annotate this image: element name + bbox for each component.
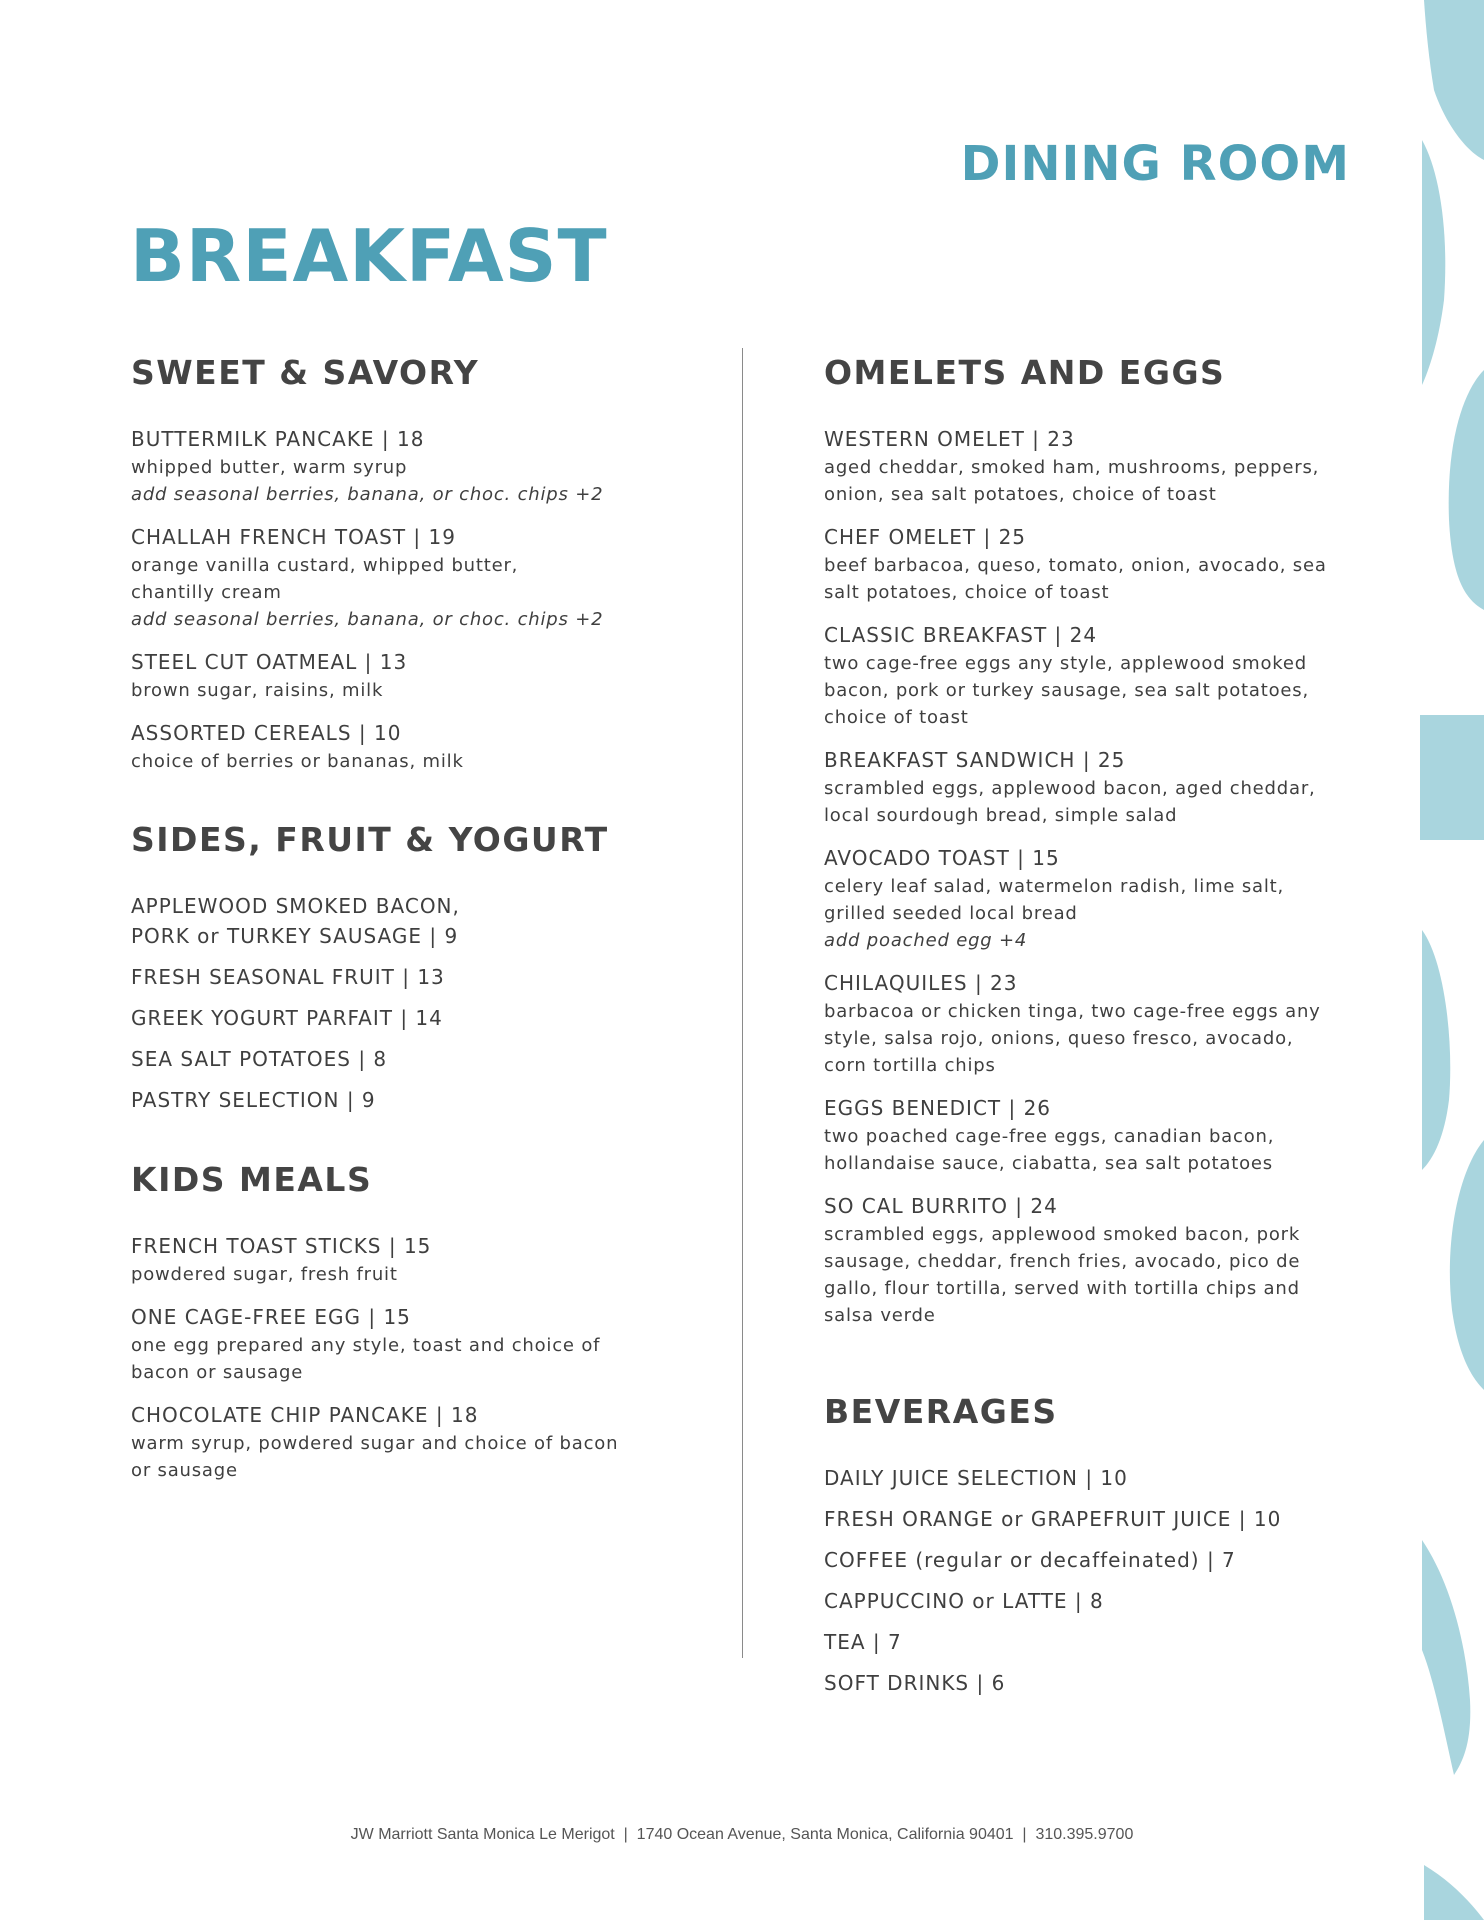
section-title: SIDES, FRUIT & YOGURT xyxy=(131,820,609,859)
right-column xyxy=(824,350,1344,1709)
menu-item-name: SO CAL BURRITO | 24 xyxy=(824,1194,1058,1218)
menu-item-list xyxy=(131,891,651,1115)
section-beverages xyxy=(824,1389,1344,1698)
menu-item xyxy=(131,424,651,508)
menu-item-description: celery leaf salad, watermelon radish, lime salt, grilled seeded local bread xyxy=(824,876,1285,924)
menu-item-description: brown sugar, raisins, milk xyxy=(131,680,384,701)
menu-item xyxy=(824,620,1344,731)
menu-item-name: CHEF OMELET | 25 xyxy=(824,525,1027,549)
menu-item: APPLEWOOD SMOKED BACON, PORK or TURKEY SAUSAGE | 9 xyxy=(131,894,460,948)
menu-item-description: warm syrup, powdered sugar and choice of bacon or sausage xyxy=(131,1433,619,1481)
menu-item-name: CLASSIC BREAKFAST | 24 xyxy=(824,623,1098,647)
section-sides xyxy=(131,817,651,1115)
menu-item-name: WESTERN OMELET | 23 xyxy=(824,427,1075,451)
section-sweet-savory xyxy=(131,350,651,775)
menu-item: DAILY JUICE SELECTION | 10 xyxy=(824,1466,1128,1490)
section-title: BEVERAGES xyxy=(824,1392,1058,1431)
menu-item-description: choice of berries or bananas, milk xyxy=(131,751,464,772)
menu-item-description: scrambled eggs, applewood bacon, aged cheddar, local sourdough bread, simple salad xyxy=(824,778,1316,826)
menu-item-name: STEEL CUT OATMEAL | 13 xyxy=(131,650,408,674)
menu-item-name: ONE CAGE-FREE EGG | 15 xyxy=(131,1305,411,1329)
menu-item xyxy=(131,1302,651,1386)
menu-item xyxy=(131,522,651,633)
menu-item-description: barbacoa or chicken tinga, two cage-free eggs any style, salsa rojo, onions, queso fresco, avocado, corn tortilla chips xyxy=(824,1001,1321,1076)
menu-item: FRESH ORANGE or GRAPEFRUIT JUICE | 10 xyxy=(824,1507,1282,1531)
dining-room-heading: DINING ROOM xyxy=(960,136,1350,192)
menu-item-description: two poached cage-free eggs, canadian bacon, hollandaise sauce, ciabatta, sea salt potatoes xyxy=(824,1126,1275,1174)
menu-item: GREEK YOGURT PARFAIT | 14 xyxy=(131,1006,443,1030)
menu-item-list xyxy=(131,1231,651,1484)
menu-item xyxy=(131,718,651,775)
menu-item: PASTRY SELECTION | 9 xyxy=(131,1088,376,1112)
menu-item-name: BREAKFAST SANDWICH | 25 xyxy=(824,748,1126,772)
menu-item-description: orange vanilla custard, whipped butter, chantilly cream xyxy=(131,555,519,603)
column-divider xyxy=(742,348,743,1658)
menu-item: SOFT DRINKS | 6 xyxy=(824,1671,1006,1695)
menu-item-description: scrambled eggs, applewood smoked bacon, pork sausage, cheddar, french fries, avocado, pico de gallo, flour tortilla, served with tortilla chips and salsa verde xyxy=(824,1224,1301,1326)
footer-address: JW Marriott Santa Monica Le Merigot | 1740 Ocean Avenue, Santa Monica, California 90401 | 310.395.9700 xyxy=(350,1826,1134,1843)
menu-item-list xyxy=(824,1463,1344,1698)
menu-item-name: CHOCOLATE CHIP PANCAKE | 18 xyxy=(131,1403,479,1427)
menu-item xyxy=(824,424,1344,508)
menu-item-name: BUTTERMILK PANCAKE | 18 xyxy=(131,427,425,451)
menu-item-addon: add poached egg +4 xyxy=(824,930,1028,951)
menu-item xyxy=(824,522,1344,606)
menu-item xyxy=(131,647,651,704)
menu-item-addon: add seasonal berries, banana, or choc. chips +2 xyxy=(131,609,604,630)
menu-item-description: one egg prepared any style, toast and choice of bacon or sausage xyxy=(131,1335,601,1383)
menu-item xyxy=(824,745,1344,829)
menu-item-name: CHALLAH FRENCH TOAST | 19 xyxy=(131,525,456,549)
menu-item-description: beef barbacoa, queso, tomato, onion, avocado, sea salt potatoes, choice of toast xyxy=(824,555,1327,603)
menu-item-addon: add seasonal berries, banana, or choc. chips +2 xyxy=(131,484,604,505)
brush-stroke-decoration xyxy=(1404,0,1484,1920)
section-kids-meals xyxy=(131,1157,651,1484)
menu-item: COFFEE (regular or decaffeinated) | 7 xyxy=(824,1548,1236,1572)
menu-item-description: aged cheddar, smoked ham, mushrooms, peppers, onion, sea salt potatoes, choice of toast xyxy=(824,457,1320,505)
section-title: OMELETS AND EGGS xyxy=(824,353,1226,392)
menu-item-name: AVOCADO TOAST | 15 xyxy=(824,846,1060,870)
menu-item xyxy=(824,968,1344,1079)
menu-item-name: EGGS BENEDICT | 26 xyxy=(824,1096,1052,1120)
menu-item-list xyxy=(131,424,651,775)
menu-item: FRESH SEASONAL FRUIT | 13 xyxy=(131,965,445,989)
section-title: KIDS MEALS xyxy=(131,1160,373,1199)
menu-item xyxy=(131,1231,651,1288)
menu-item: TEA | 7 xyxy=(824,1630,902,1654)
menu-item xyxy=(824,1093,1344,1177)
menu-item-description: whipped butter, warm syrup xyxy=(131,457,408,478)
menu-item: SEA SALT POTATOES | 8 xyxy=(131,1047,388,1071)
menu-item-name: CHILAQUILES | 23 xyxy=(824,971,1018,995)
menu-item-description: powdered sugar, fresh fruit xyxy=(131,1264,398,1285)
section-title: SWEET & SAVORY xyxy=(131,353,480,392)
menu-item xyxy=(824,1191,1344,1329)
menu-item xyxy=(131,1400,651,1484)
menu-item xyxy=(824,843,1344,954)
left-column xyxy=(131,350,651,1498)
menu-item-list xyxy=(824,424,1344,1329)
menu-item-description: two cage-free eggs any style, applewood smoked bacon, pork or turkey sausage, sea salt potatoes, choice of toast xyxy=(824,653,1309,728)
page-title: BREAKFAST xyxy=(130,214,608,298)
menu-item: CAPPUCCINO or LATTE | 8 xyxy=(824,1589,1104,1613)
section-omelets-eggs xyxy=(824,350,1344,1329)
menu-item-name: ASSORTED CEREALS | 10 xyxy=(131,721,402,745)
menu-item-name: FRENCH TOAST STICKS | 15 xyxy=(131,1234,432,1258)
